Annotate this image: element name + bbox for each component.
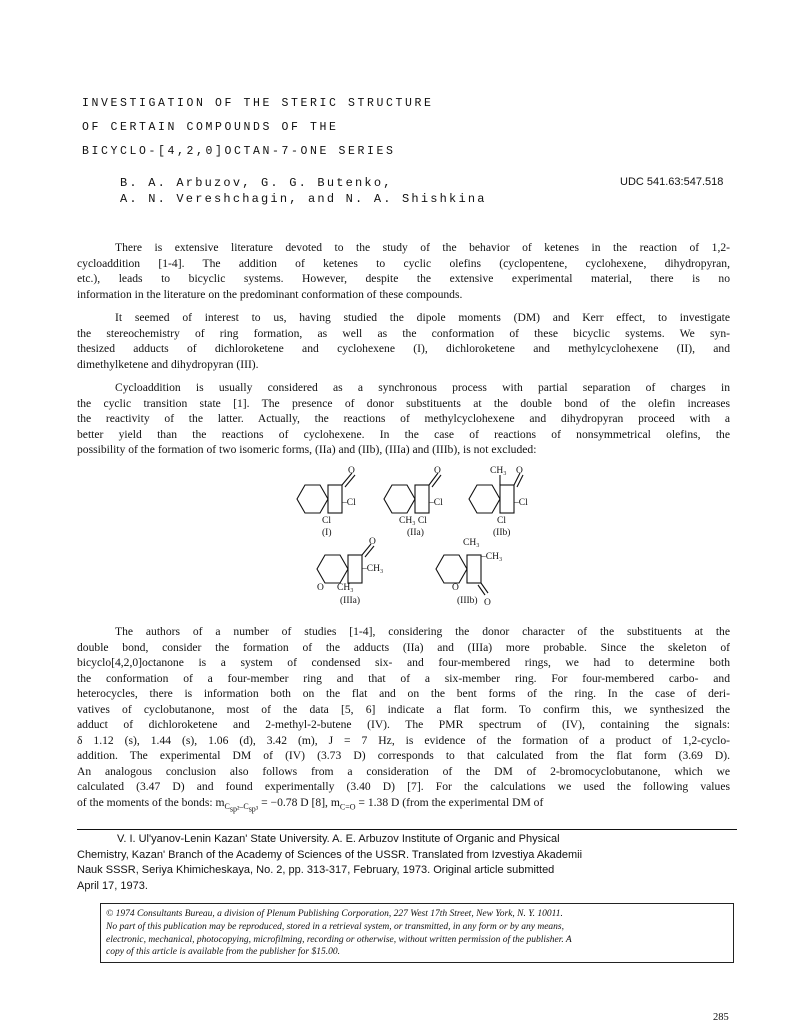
text-line: Cycloaddition is usually considered as a synchronous process with partial separation of charges in (115, 381, 730, 394)
paragraph-3 (77, 380, 730, 458)
IIIb-ring-oxygen: O (452, 583, 459, 593)
IIb-label: (IIb) (493, 528, 511, 538)
I-chlorine-right: –Cl (342, 498, 356, 508)
IIb-oxygen: O (516, 466, 523, 476)
copyright-line: copy of this article is available from the publisher for $15.00. (106, 947, 340, 958)
IIIa-methyl-bottom: CH₃ (337, 583, 354, 593)
article-title-line-2: OF CERTAIN COMPOUNDS OF THE (82, 121, 339, 134)
IIa-chlorine-right: –Cl (429, 498, 443, 508)
text-line: It seemed of interest to us, having studied the dipole moments (DM) and Kerr effect, to investigate (115, 311, 730, 324)
IIIb-methyl-top: CH₃ (463, 538, 480, 548)
paragraph-2 (77, 310, 730, 372)
affiliation-line: Nauk SSSR, Seriya Khimicheskaya, No. 2, pp. 313-317, February, 1973. Original article submitted (77, 864, 555, 876)
udc-code: UDC 541.63:547.518 (620, 176, 724, 188)
article-title-line-1: INVESTIGATION OF THE STERIC STRUCTURE (82, 97, 434, 110)
I-label: (I) (322, 528, 332, 538)
IIIa-methyl-right: –CH₃ (362, 564, 384, 574)
text-line: information in the literature on the predominant conformation of these compounds. (77, 287, 463, 301)
paragraph-4 (77, 624, 730, 817)
IIIb-methyl-right: –CH₃ (481, 552, 503, 562)
affiliation-line: Chemistry, Kazan' Branch of the Academy of Sciences of the USSR. Translated from Izvestiya Akademii (77, 848, 583, 861)
text-line: heterocycles, there is information both on the flat and on the bent forms of the ring. In the case of deri- (77, 687, 730, 700)
IIIb-ketone-oxygen: O (484, 598, 491, 605)
text-line: thesized adducts of dichloroketene and cyclohexene (I), dichloroketene and methylcyclohexene (II), and (77, 342, 730, 355)
IIb-methyl: CH₃ (490, 466, 507, 476)
text-line: cycloaddition [1-4]. The addition of ketenes to cyclic olefins (cyclopentene, cyclohexene, dihydropyran, (77, 256, 730, 270)
IIb-chlorine-bottom: Cl (497, 516, 506, 526)
text-line: the conformation of a four-member ring and that of a six-member ring. For four-membered carbo- and (77, 671, 730, 685)
IIa-methyl-chlorine: CH₃ Cl (399, 516, 427, 526)
copyright-line: electronic, mechanical, photocopying, microfilming, recording or otherwise, without written permission of the publisher. A (106, 934, 572, 945)
IIIa-ring-oxygen: O (317, 583, 324, 593)
text-line: the stereochemistry of ring formation, as well as the conformation of these bicyclic systems. We syn- (77, 326, 730, 340)
IIa-label: (IIa) (407, 528, 424, 538)
IIIa-oxygen-top: O (369, 537, 376, 547)
IIb-chlorine-right: –Cl (514, 498, 528, 508)
text-line: adduct of dichloroketene and 2-methyl-2-butene (IV). The PMR spectrum of (IV), containing the signals: (77, 718, 730, 731)
copyright-line: No part of this publication may be reproduced, stored in a retrieval system, or transmitted, in any form or by any means, (106, 921, 564, 932)
paragraph-1 (77, 240, 730, 302)
chemical-structures-figure (0, 465, 807, 605)
text-line: δ 1.12 (s), 1.44 (s), 1.06 (d), 3.42 (m), J = 7 Hz, is evidence of the formation of a product of 1,2-cyclo- (77, 733, 730, 747)
text-line: possibility of the formation of two isomeric forms, (IIa) and (IIb), (IIIa) and (IIIb), is not excluded: (77, 443, 537, 456)
copyright-line: © 1974 Consultants Bureau, a division of Plenum Publishing Corporation, 227 West 17th Street, New York, N. Y. 10011. (106, 909, 563, 919)
authors-line-2: A. N. Vereshchagin, and N. A. Shishkina (120, 192, 487, 206)
text-line: The authors of a number of studies [1-4], considering the donor character of the substituents at the (115, 625, 730, 638)
text-line: vatives of cyclobutanone, most of the data [5, 6] indicate a flat form. To confirm this, we synthesized the (77, 702, 730, 716)
affiliation-line: April 17, 1973. (77, 879, 148, 892)
IIIa-label: (IIIa) (340, 596, 361, 605)
article-title-line-3: BICYCLO-[4,2,0]OCTAN-7-ONE SERIES (82, 145, 396, 158)
I-oxygen: O (348, 466, 355, 476)
text-line: the reactivity of the latter. Actually, the reactions of methylcyclohexene and dihydropyran proceed with a (77, 412, 730, 425)
copyright-notice-box (100, 903, 734, 963)
text-line: bicyclo[4,2,0]octanone is a system of condensed six- and four-membered rings, we had to determine both (77, 656, 730, 669)
IIIb-label: (IIIb) (457, 596, 478, 605)
text-line: addition. The experimental DM of (IV) (3.73 D) corresponds to that calculated from the flat form (3.69 D). (77, 749, 730, 762)
authors-line-1: B. A. Arbuzov, G. G. Butenko, (120, 176, 393, 190)
affiliation-line: V. I. Ul'yanov-Lenin Kazan' State University. A. E. Arbuzov Institute of Organic and Physical (117, 833, 560, 845)
footnote-separator (77, 829, 737, 830)
text-line: etc.), leads to bicyclic systems. However, despite the extensive experimental material, there is no (77, 272, 730, 285)
text-line: better yield than the reactions of cyclohexene. In the case of reactions of nonsymmetrical olefins, the (77, 427, 730, 441)
text-line: double bond, consider the formation of the adducts (IIa) and (IIIa) more probable. Since the skeleton of (77, 640, 730, 654)
affiliation-footnote (77, 832, 730, 894)
text-line: dimethylketene and dihydropyran (III). (77, 357, 259, 371)
I-chlorine-bottom: Cl (322, 516, 331, 526)
text-line: There is extensive literature devoted to the study of the behavior of ketenes in the reaction of 1,2- (115, 241, 730, 254)
text-line: An analogous conclusion also follows from a consideration of the DM of 2-bromocyclobutanone, which we (77, 764, 730, 778)
text-line: the cyclic transition state [1]. The presence of donor substituents at the double bond of the olefin increases (77, 396, 730, 410)
page-number: 285 (713, 1012, 729, 1023)
text-line: calculated (3.47 D) and found experimentally (3.40 D) [7]. For the calculations we used the following values (77, 780, 730, 793)
text-line: of the moments of the bonds: $m_{C_{sp^2}-C_{sp^3}} = -0.78$ D [8], $m_{C=O} = 1.38$ D (from the experimental DM of (77, 795, 544, 814)
IIa-oxygen: O (434, 466, 441, 476)
